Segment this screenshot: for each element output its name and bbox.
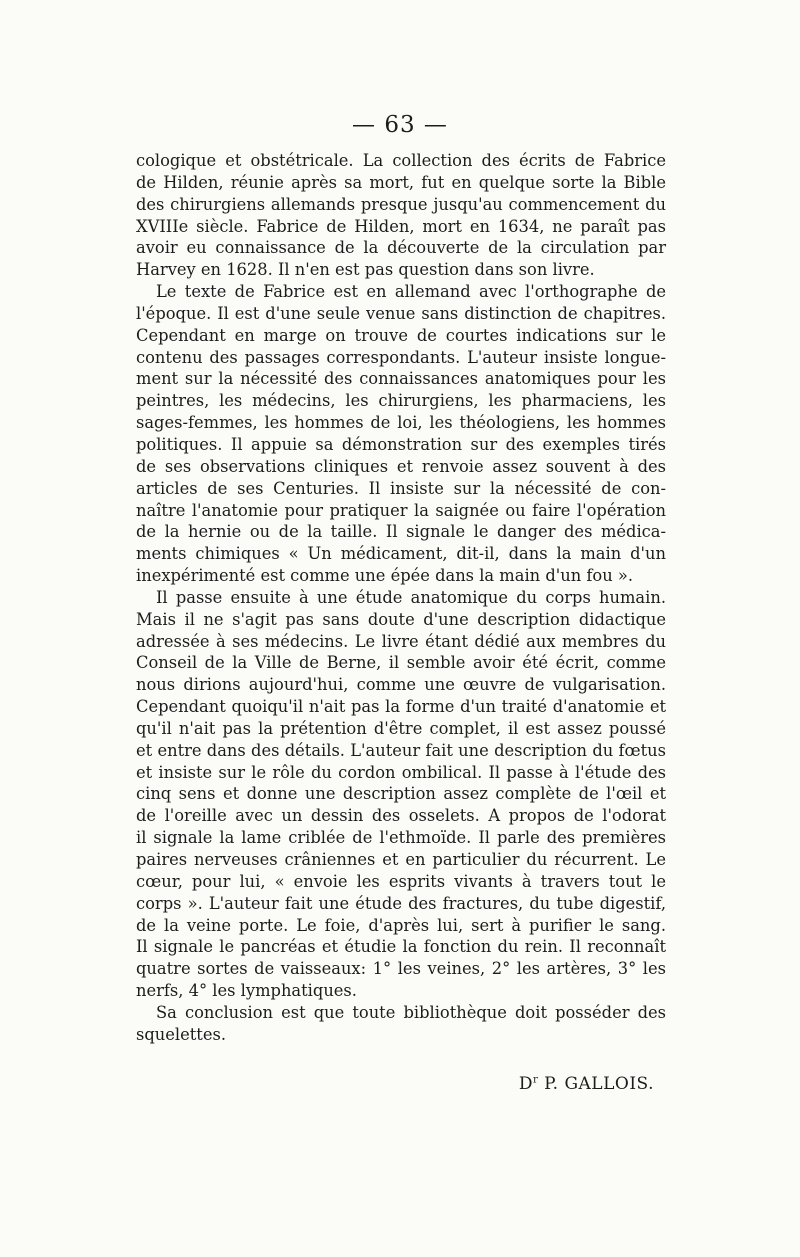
text-line: inexpérimenté est comme une épée dans la main d'un fou ».: [136, 566, 633, 586]
text-line: naître l'anatomie pour pratiquer la saignée ou faire l'opération: [136, 500, 666, 520]
text-line: avoir eu connaissance de la découverte de la circulation par: [136, 238, 666, 258]
signature-superscript: r: [532, 1074, 539, 1086]
text-line: de la veine porte. Le foie, d'après lui, sert à purifier le sang.: [136, 915, 666, 935]
text-line: Sa conclusion est que toute bibliothèque doit posséder des: [156, 1002, 666, 1022]
text-line: Il signale le pancréas et étudie la fonction du rein. Il reconnaît: [136, 937, 666, 957]
text-line: politiques. Il appuie sa démonstration sur des exemples tirés: [136, 434, 666, 454]
text-line: corps ». L'auteur fait une étude des fractures, du tube digestif,: [136, 893, 666, 913]
text-line: paires nerveuses crâniennes et en particulier du récurrent. Le: [136, 850, 666, 869]
author-signature: [519, 1074, 654, 1094]
text-line: cologique et obstétricale. La collection des écrits de Fabrice: [136, 151, 666, 170]
signature-prefix: D: [518, 1074, 533, 1094]
text-line: des chirurgiens allemands presque jusqu'au commencement du: [136, 194, 666, 214]
text-line: XVIIIe siècle. Fabrice de Hilden, mort en 1634, ne paraît pas: [136, 216, 666, 236]
text-line: nerfs, 4° les lymphatiques.: [136, 981, 357, 1001]
body-text: [136, 150, 666, 1046]
text-line: il signale la lame criblée de l'ethmoïde. Il parle des premières: [136, 828, 666, 848]
signature-name: P. GALLOIS.: [538, 1074, 654, 1094]
page-number: — 63 —: [352, 112, 448, 138]
text-line: ment sur la nécessité des connaissances anatomiques pour les: [136, 369, 666, 389]
text-line: cœur, pour lui, « envoie les esprits vivants à travers tout le: [136, 871, 666, 891]
text-line: et insiste sur le rôle du cordon ombilical. Il passe à l'étude des: [136, 762, 666, 782]
text-line: sages-femmes, les hommes de loi, les théologiens, les hommes: [136, 413, 666, 433]
text-line: Mais il ne s'agit pas sans doute d'une description didactique: [136, 609, 666, 629]
text-line: de ses observations cliniques et renvoie assez souvent à des: [136, 456, 666, 476]
text-line: de la hernie ou de la taille. Il signale le danger des médica-: [136, 522, 666, 542]
text-line: Conseil de la Ville de Berne, il semble avoir été écrit, comme: [136, 653, 666, 673]
text-line: ments chimiques « Un médicament, dit-il, dans la main d'un: [136, 544, 666, 564]
text-line: Cependant quoiqu'il n'ait pas la forme d'un traité d'anatomie et: [136, 697, 666, 717]
text-line: squelettes.: [136, 1024, 226, 1044]
text-line: nous dirions aujourd'hui, comme une œuvre de vulgarisation.: [136, 675, 666, 695]
text-line: de Hilden, réunie après sa mort, fut en quelque sorte la Bible: [136, 172, 666, 192]
text-line: et entre dans des détails. L'auteur fait une description du fœtus: [136, 740, 666, 760]
text-line: qu'il n'ait pas la prétention d'être complet, il est assez poussé: [136, 718, 666, 738]
text-line: Cependant en marge on trouve de courtes indications sur le: [136, 325, 666, 345]
text-line: adressée à ses médecins. Le livre étant dédié aux membres du: [136, 631, 666, 651]
text-line: articles de ses Centuries. Il insiste sur la nécessité de con-: [136, 478, 666, 498]
text-line: l'époque. Il est d'une seule venue sans distinction de chapitres.: [136, 303, 666, 323]
text-line: Harvey en 1628. Il n'en est pas question dans son livre.: [136, 260, 595, 280]
text-line: cinq sens et donne une description assez complète de l'œil et: [136, 784, 666, 804]
text-line: quatre sortes de vaisseaux: 1° les veines, 2° les artères, 3° les: [136, 959, 666, 979]
text-line: Le texte de Fabrice est en allemand avec l'orthographe de: [156, 282, 666, 302]
text-line: Il passe ensuite à une étude anatomique du corps humain.: [156, 587, 666, 607]
text-line: contenu des passages correspondants. L'auteur insiste longue-: [136, 347, 666, 367]
text-line: peintres, les médecins, les chirurgiens, les pharmaciens, les: [136, 391, 666, 411]
text-line: de l'oreille avec un dessin des osselets. A propos de l'odorat: [136, 806, 666, 826]
